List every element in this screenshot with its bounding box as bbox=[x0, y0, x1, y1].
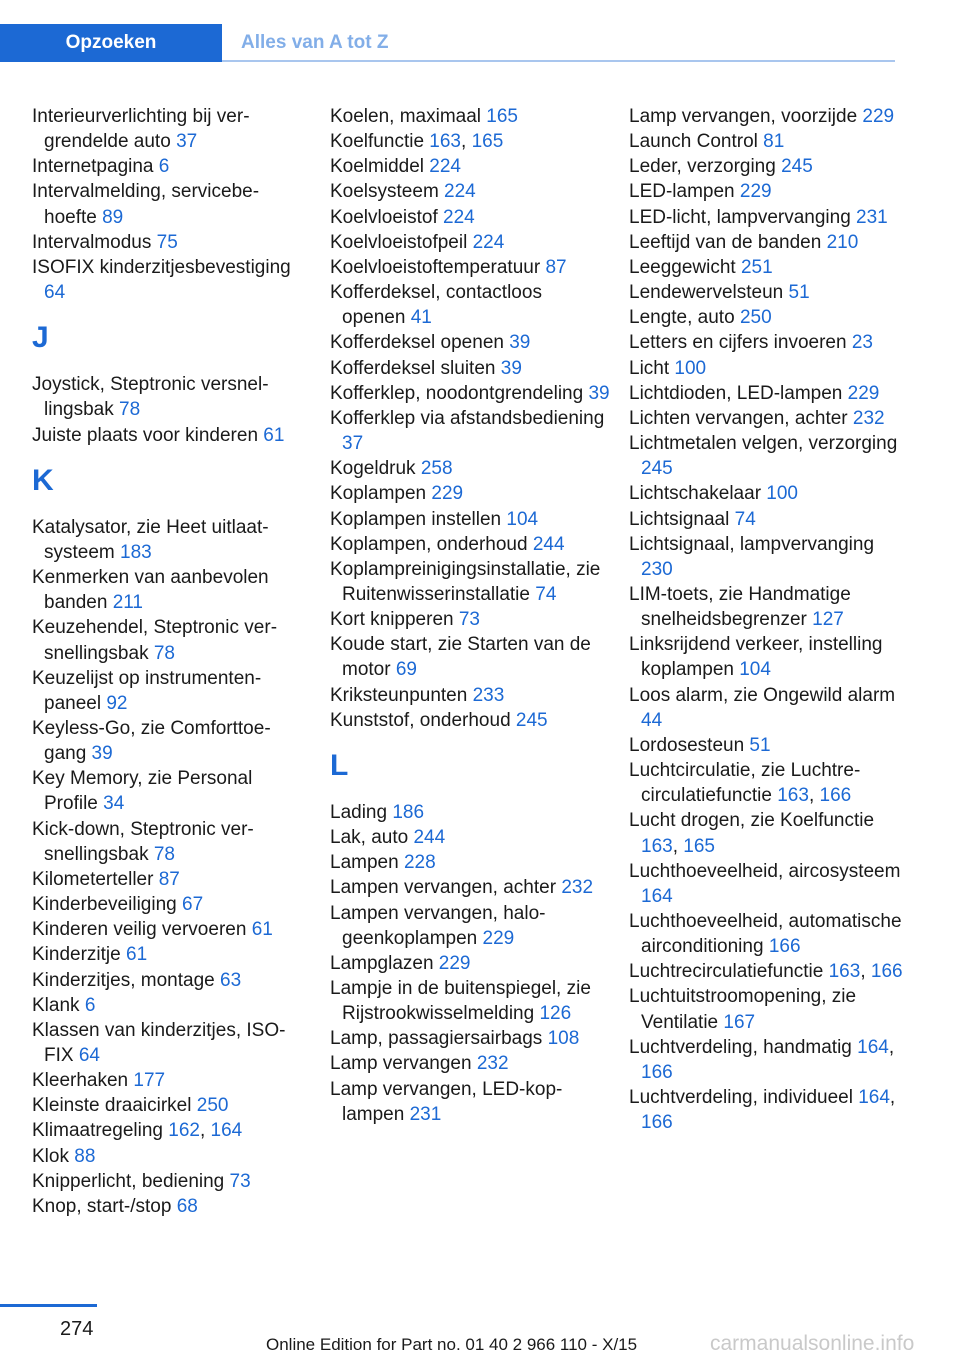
page-link[interactable]: 166 bbox=[768, 936, 801, 958]
page-link[interactable]: 39 bbox=[91, 743, 113, 765]
page-link[interactable]: 245 bbox=[641, 458, 673, 480]
page-link[interactable]: 224 bbox=[443, 206, 475, 228]
index-term: Loos alarm, zie Ongewild alarm bbox=[629, 684, 896, 706]
page-link[interactable]: 6 bbox=[84, 994, 96, 1016]
page-link[interactable]: 165 bbox=[486, 106, 518, 127]
index-entry bbox=[330, 1051, 610, 1076]
index-term: Lordosesteun bbox=[629, 734, 750, 756]
index-entry bbox=[330, 507, 610, 532]
index-entry bbox=[330, 532, 610, 557]
index-term: Kick-down, Steptronic versnellingsbak bbox=[32, 818, 254, 865]
index-term: Kenmerken van aanbevolen banden bbox=[32, 567, 269, 614]
index-entry bbox=[32, 666, 304, 716]
index-entry bbox=[629, 406, 909, 431]
index-term: Klimaatregeling bbox=[32, 1120, 169, 1142]
section-letter: K bbox=[32, 463, 54, 497]
index-entry bbox=[629, 909, 909, 959]
index-term: Kriksteunpunten bbox=[330, 684, 473, 706]
index-column-3 bbox=[629, 104, 909, 1135]
page-link[interactable]: 164 bbox=[210, 1120, 243, 1142]
index-term: Luchtverdeling, individueel bbox=[629, 1087, 859, 1109]
page-link[interactable]: 164 bbox=[641, 885, 673, 907]
page-link[interactable]: 41 bbox=[410, 307, 432, 329]
page-link[interactable]: 68 bbox=[176, 1195, 198, 1217]
index-term: Internetpagina bbox=[32, 156, 159, 178]
index-term: Juiste plaats voor kinderen bbox=[32, 424, 264, 446]
page-link[interactable]: 210 bbox=[826, 231, 859, 253]
index-term: Interieurverlichting bij vergrendelde auto bbox=[32, 106, 250, 153]
section-letter: L bbox=[330, 748, 349, 782]
index-term: Koplampen instellen bbox=[330, 508, 507, 530]
index-term: Knipperlicht, bediening bbox=[32, 1170, 230, 1192]
section-letter: J bbox=[32, 321, 49, 355]
page-link[interactable]: 37 bbox=[176, 131, 198, 153]
index-term: Kofferdeksel, contactloos openen bbox=[330, 282, 542, 329]
index-entry bbox=[32, 1169, 304, 1194]
index-term: Lucht drogen, zie Koelfunctie bbox=[629, 810, 875, 832]
index-term: Koelvloeistof bbox=[330, 206, 444, 228]
index-term: Key Memory, zie Personal Profile bbox=[32, 768, 253, 815]
page-link[interactable]: 126 bbox=[539, 1003, 572, 1025]
index-term: Lampen bbox=[330, 852, 404, 874]
index-term: Kogeldruk bbox=[330, 458, 421, 480]
index-term: Licht bbox=[629, 357, 675, 379]
index-term: Koelvloeistoftemperatuur bbox=[330, 256, 546, 278]
index-entry bbox=[629, 431, 909, 481]
index-term: Luchtverdeling, handmatig bbox=[629, 1036, 858, 1058]
index-term: Lampglazen bbox=[330, 952, 439, 974]
index-term: Lamp vervangen bbox=[330, 1053, 477, 1075]
page-link[interactable]: 245 bbox=[515, 709, 548, 731]
index-entry bbox=[629, 1035, 909, 1085]
index-entry bbox=[330, 481, 610, 506]
page-link[interactable]: 183 bbox=[120, 541, 152, 563]
page-link[interactable]: 224 bbox=[444, 181, 476, 203]
page-link[interactable]: 244 bbox=[413, 827, 446, 849]
index-entry bbox=[330, 381, 610, 406]
page-link[interactable]: 245 bbox=[781, 156, 813, 178]
index-entry bbox=[330, 406, 610, 456]
tab-opzoeken[interactable]: Opzoeken bbox=[0, 24, 222, 62]
page-separator: , bbox=[672, 835, 684, 857]
page-link[interactable]: 164 bbox=[858, 1087, 890, 1109]
index-entry bbox=[32, 942, 304, 967]
index-entry bbox=[32, 766, 304, 816]
index-entry bbox=[32, 565, 304, 615]
index-entry bbox=[32, 1068, 304, 1093]
page-link[interactable]: 104 bbox=[506, 508, 539, 530]
page-link[interactable]: 231 bbox=[856, 206, 888, 228]
index-term: Kilometerteller bbox=[32, 868, 159, 890]
index-term: LED-lampen bbox=[629, 181, 740, 203]
page-link[interactable]: 64 bbox=[44, 282, 66, 304]
page-link[interactable]: 63 bbox=[220, 969, 242, 991]
index-term: Lichtmetalen velgen, verzorging bbox=[629, 433, 898, 455]
page-link[interactable]: 127 bbox=[812, 609, 844, 631]
page-link[interactable]: 81 bbox=[763, 131, 785, 153]
page-link[interactable]: 39 bbox=[500, 357, 522, 379]
index-entry bbox=[330, 179, 610, 204]
page-link[interactable]: 186 bbox=[392, 801, 425, 823]
page-link[interactable]: 251 bbox=[740, 256, 773, 278]
index-entry bbox=[330, 129, 610, 154]
index-term: LIM-toets, zie Handmatige snelheidsbegrenzer bbox=[629, 583, 851, 631]
page-link[interactable]: 224 bbox=[472, 231, 505, 253]
page-link[interactable]: 165 bbox=[471, 131, 504, 153]
index-entry bbox=[629, 104, 909, 129]
index-entry bbox=[32, 817, 304, 867]
index-term: Klok bbox=[32, 1145, 75, 1167]
watermark: carmanualsonline.info bbox=[710, 1332, 915, 1355]
index-entry bbox=[629, 808, 909, 858]
page-link[interactable]: 78 bbox=[119, 399, 141, 421]
page-link[interactable]: 37 bbox=[342, 433, 364, 455]
page-separator: , bbox=[808, 785, 820, 807]
index-entry bbox=[629, 1085, 909, 1135]
index-entry bbox=[330, 154, 610, 179]
index-term: Lampen vervangen, achter bbox=[330, 877, 562, 899]
index-entry bbox=[629, 129, 909, 154]
index-entry bbox=[32, 423, 304, 448]
index-term: Keuzehendel, Steptronic versnellingsbak bbox=[32, 617, 278, 664]
index-entry bbox=[330, 104, 610, 129]
index-term: Linksrijdend verkeer, instelling koplampen bbox=[629, 634, 883, 681]
page-link[interactable]: 232 bbox=[476, 1053, 509, 1075]
footer-accent-line bbox=[0, 1304, 97, 1307]
page-link[interactable]: 229 bbox=[431, 483, 464, 505]
page-link[interactable]: 74 bbox=[535, 583, 557, 605]
index-entry bbox=[629, 205, 909, 230]
index-entry bbox=[32, 716, 304, 766]
index-term: Lampen vervangen, halogeenkoplampen bbox=[330, 902, 546, 949]
index-entry bbox=[330, 356, 610, 381]
index-column-1 bbox=[32, 104, 304, 1219]
page-link[interactable]: 224 bbox=[429, 156, 461, 178]
page-link[interactable]: 244 bbox=[532, 533, 565, 555]
index-term: Intervalmelding, servicebehoefte bbox=[32, 181, 260, 228]
page-link[interactable]: 89 bbox=[102, 206, 124, 228]
index-term: Launch Control bbox=[629, 131, 764, 153]
index-entry bbox=[629, 984, 909, 1034]
index-entry bbox=[330, 850, 610, 875]
page-link[interactable]: 163 bbox=[828, 961, 861, 983]
page-link[interactable]: 61 bbox=[126, 944, 148, 966]
index-term: Koelsysteem bbox=[330, 181, 445, 203]
index-term: Leder, verzorging bbox=[629, 156, 782, 178]
page-link[interactable]: 108 bbox=[547, 1028, 580, 1050]
page-link[interactable]: 23 bbox=[851, 332, 873, 354]
page-separator: , bbox=[888, 1036, 895, 1058]
index-term: Leeggewicht bbox=[629, 256, 741, 278]
index-entry bbox=[629, 582, 909, 632]
index-term: Kofferklep via afstandsbediening bbox=[330, 407, 605, 429]
index-entry bbox=[32, 230, 304, 255]
page-link[interactable]: 229 bbox=[862, 106, 895, 127]
index-term: LED-licht, lampvervanging bbox=[629, 206, 857, 228]
index-term: Luchtrecirculatiefunctie bbox=[629, 961, 829, 983]
page-link[interactable]: 44 bbox=[641, 709, 663, 731]
index-entry bbox=[629, 305, 909, 330]
index-entry bbox=[330, 456, 610, 481]
index-term: Kofferklep, noodontgrendeling bbox=[330, 382, 589, 404]
page-link[interactable]: 228 bbox=[403, 852, 436, 874]
page-link[interactable]: 75 bbox=[156, 231, 178, 253]
index-term: Lading bbox=[330, 801, 393, 823]
index-entry bbox=[629, 481, 909, 506]
index-entry bbox=[32, 1194, 304, 1219]
index-term: Lamp vervangen, LED-koplampen bbox=[330, 1078, 563, 1125]
page-link[interactable]: 51 bbox=[788, 282, 810, 304]
page-link[interactable]: 73 bbox=[229, 1170, 251, 1192]
index-term: Katalysator, zie Heet uitlaatsysteem bbox=[32, 516, 269, 563]
index-term: Kinderzitje bbox=[32, 944, 126, 966]
index-term: Kofferdeksel openen bbox=[330, 332, 510, 354]
page-link[interactable]: 258 bbox=[420, 458, 453, 480]
header-tabs bbox=[0, 0, 895, 62]
page-link[interactable]: 87 bbox=[545, 256, 567, 278]
index-entry bbox=[330, 683, 610, 708]
index-term: Lak, auto bbox=[330, 827, 414, 849]
index-term: Lichtdioden, LED-lampen bbox=[629, 382, 848, 404]
index-entry bbox=[629, 632, 909, 682]
page-link[interactable]: 177 bbox=[133, 1070, 166, 1092]
index-entry bbox=[32, 104, 304, 154]
page-link[interactable]: 87 bbox=[158, 868, 180, 890]
index-column-2 bbox=[330, 104, 610, 1127]
page-link[interactable]: 229 bbox=[438, 952, 471, 974]
page-link[interactable]: 88 bbox=[74, 1145, 96, 1167]
page-number: 274 bbox=[60, 1318, 94, 1340]
page-link[interactable]: 92 bbox=[106, 692, 128, 714]
page-link[interactable]: 100 bbox=[766, 483, 798, 505]
index-term: Luchthoeveelheid, aircosysteem bbox=[629, 860, 901, 882]
page-link[interactable]: 104 bbox=[739, 659, 771, 681]
index-entry bbox=[629, 255, 909, 280]
index-term: Lichtschakelaar bbox=[629, 483, 767, 505]
page-link[interactable]: 166 bbox=[870, 961, 903, 983]
page-link[interactable]: 100 bbox=[674, 357, 707, 379]
index-term: Lamp, passagiersairbags bbox=[330, 1028, 548, 1050]
index-entry bbox=[629, 959, 909, 984]
index-term: Klank bbox=[32, 994, 85, 1016]
index-entry bbox=[629, 733, 909, 758]
page-link[interactable]: 211 bbox=[112, 592, 143, 614]
index-entry bbox=[32, 1144, 304, 1169]
index-entry bbox=[330, 557, 610, 607]
index-term: Lamp vervangen, voorzijde bbox=[629, 106, 863, 127]
index-term: Kofferdeksel sluiten bbox=[330, 357, 501, 379]
index-term: Kleerhaken bbox=[32, 1070, 134, 1092]
page-link[interactable]: 39 bbox=[509, 332, 531, 354]
index-term: Kinderzitjes, montage bbox=[32, 969, 220, 991]
page-link[interactable]: 166 bbox=[641, 1061, 673, 1083]
index-entry bbox=[32, 968, 304, 993]
index-entry bbox=[32, 1018, 304, 1068]
page-link[interactable]: 229 bbox=[847, 382, 880, 404]
index-entry bbox=[330, 875, 610, 900]
page-link[interactable]: 78 bbox=[153, 843, 175, 865]
page-link[interactable]: 163 bbox=[429, 131, 461, 153]
index-entry bbox=[629, 758, 909, 808]
index-entry bbox=[629, 154, 909, 179]
index-term: Koplampen bbox=[330, 483, 432, 505]
index-entry bbox=[32, 892, 304, 917]
index-term: Lampje in de buitenspiegel, zie Rijstrookwisselmelding bbox=[330, 978, 591, 1025]
index-term: Keuzelijst op instrumentenpaneel bbox=[32, 667, 262, 714]
page-link[interactable]: 78 bbox=[153, 642, 175, 664]
index-term: Kleinste draaicirkel bbox=[32, 1095, 197, 1117]
index-term: Lengte, auto bbox=[629, 307, 740, 329]
page-link[interactable]: 165 bbox=[683, 835, 715, 857]
page-link[interactable]: 230 bbox=[641, 558, 673, 580]
index-entry bbox=[330, 800, 610, 825]
page-link[interactable]: 34 bbox=[103, 793, 125, 815]
page-link[interactable]: 229 bbox=[739, 181, 772, 203]
page-link[interactable]: 232 bbox=[561, 877, 594, 899]
index-entry bbox=[32, 993, 304, 1018]
index-entry bbox=[330, 205, 610, 230]
index-term: Kort knipperen bbox=[330, 609, 459, 631]
index-entry bbox=[629, 683, 909, 733]
index-term: Koelfunctie bbox=[330, 131, 430, 153]
index-term: Kinderbeveiliging bbox=[32, 894, 182, 916]
index-entry bbox=[330, 708, 610, 733]
index-term: Joystick, Steptronic versnellingsbak bbox=[32, 374, 269, 421]
page-link[interactable]: 163 bbox=[641, 835, 673, 857]
index-term: Koelen, maximaal bbox=[330, 106, 487, 127]
index-entry bbox=[330, 951, 610, 976]
index-entry bbox=[629, 507, 909, 532]
page-link[interactable]: 73 bbox=[458, 609, 480, 631]
index-term: Lichtsignaal bbox=[629, 508, 735, 530]
page-link[interactable]: 229 bbox=[482, 927, 515, 949]
index-term: Kinderen veilig vervoeren bbox=[32, 919, 252, 941]
page-link[interactable]: 39 bbox=[588, 382, 610, 404]
index-entry bbox=[32, 515, 304, 565]
page-link[interactable]: 232 bbox=[852, 407, 885, 429]
page-link[interactable]: 233 bbox=[472, 684, 505, 706]
page-link[interactable]: 6 bbox=[158, 156, 170, 178]
index-entry bbox=[629, 356, 909, 381]
index-term: Intervalmodus bbox=[32, 231, 157, 253]
index-term: Koelvloeistofpeil bbox=[330, 231, 473, 253]
index-entry bbox=[330, 1026, 610, 1051]
page-link[interactable]: 69 bbox=[395, 659, 417, 681]
index-entry bbox=[629, 280, 909, 305]
index-term: Koude start, zie Starten van de motor bbox=[330, 634, 591, 681]
index-term: Luchtuitstroomopening, zie Ventilatie bbox=[629, 986, 857, 1033]
index-entry bbox=[629, 532, 909, 582]
index-entry bbox=[32, 1093, 304, 1118]
index-entry bbox=[32, 372, 304, 422]
index-term: Koplampen, onderhoud bbox=[330, 533, 533, 555]
edition-note: Online Edition for Part no. 01 40 2 966 110 - X/15 bbox=[266, 1335, 638, 1354]
index-term: ISOFIX kinderzitjesbevestiging bbox=[32, 256, 291, 278]
index-entry bbox=[32, 154, 304, 179]
index-term: Lichtsignaal, lampvervanging bbox=[629, 533, 875, 555]
page-link[interactable]: 166 bbox=[819, 785, 852, 807]
index-term: Kunststof, onderhoud bbox=[330, 709, 516, 731]
index-term: Klassen van kinderzitjes, ISOFIX bbox=[32, 1019, 286, 1066]
index-entry bbox=[629, 330, 909, 355]
page-separator: , bbox=[860, 961, 871, 983]
page-link[interactable]: 61 bbox=[263, 424, 285, 446]
page-separator: , bbox=[199, 1120, 211, 1142]
index-term: Letters en cijfers invoeren bbox=[629, 332, 852, 354]
page-link[interactable]: 164 bbox=[857, 1036, 889, 1058]
index-entry bbox=[330, 901, 610, 951]
index-entry bbox=[330, 280, 610, 330]
index-entry bbox=[629, 381, 909, 406]
index-entry bbox=[330, 255, 610, 280]
tab-alles-van-a-tot-z[interactable]: Alles van A tot Z bbox=[241, 32, 389, 53]
index-entry bbox=[32, 179, 304, 229]
index-entry bbox=[32, 615, 304, 665]
index-term: Leeftijd van de banden bbox=[629, 231, 827, 253]
page-link[interactable]: 64 bbox=[78, 1045, 100, 1066]
index-term: Lendewervelsteun bbox=[629, 282, 789, 304]
index-entry bbox=[330, 976, 610, 1026]
index-entry bbox=[32, 867, 304, 892]
page-link[interactable]: 166 bbox=[641, 1112, 673, 1134]
index-entry bbox=[32, 255, 304, 305]
index-entry bbox=[330, 330, 610, 355]
page-link[interactable]: 61 bbox=[251, 919, 273, 941]
index-entry bbox=[330, 1077, 610, 1127]
index-entry bbox=[32, 917, 304, 942]
page-separator: , bbox=[889, 1087, 896, 1109]
page-link[interactable]: 74 bbox=[734, 508, 756, 530]
index-term: Luchtcirculatie, zie Luchtrecirculatiefunctie bbox=[629, 760, 861, 807]
page-separator: , bbox=[461, 131, 472, 153]
page-link[interactable]: 162 bbox=[168, 1120, 200, 1142]
tab-underline bbox=[222, 60, 895, 62]
index-entry bbox=[330, 607, 610, 632]
page-link[interactable]: 250 bbox=[196, 1095, 229, 1117]
index-entry bbox=[330, 230, 610, 255]
index-entry bbox=[330, 825, 610, 850]
index-entry bbox=[629, 230, 909, 255]
page-link[interactable]: 163 bbox=[777, 785, 809, 807]
page-link[interactable]: 67 bbox=[182, 894, 204, 916]
index-term: Knop, start-/stop bbox=[32, 1195, 177, 1217]
index-term: Koelmiddel bbox=[330, 156, 430, 178]
page-link[interactable]: 167 bbox=[723, 1011, 756, 1033]
page-link[interactable]: 231 bbox=[409, 1103, 442, 1125]
index-entry bbox=[629, 179, 909, 204]
page-link[interactable]: 51 bbox=[749, 734, 771, 756]
index-term: Lichten vervangen, achter bbox=[629, 407, 853, 429]
index-term: Keyless-Go, zie Comforttoegang bbox=[32, 717, 271, 765]
index-term: Koplampreinigingsinstallatie, zie Ruitenwisserinstallatie bbox=[330, 558, 601, 605]
index-entry bbox=[629, 859, 909, 909]
index-entry bbox=[330, 632, 610, 682]
page-link[interactable]: 250 bbox=[739, 307, 772, 329]
index-entry bbox=[32, 1118, 304, 1143]
index-term: Luchthoeveelheid, automatische airconditioning bbox=[629, 911, 902, 958]
